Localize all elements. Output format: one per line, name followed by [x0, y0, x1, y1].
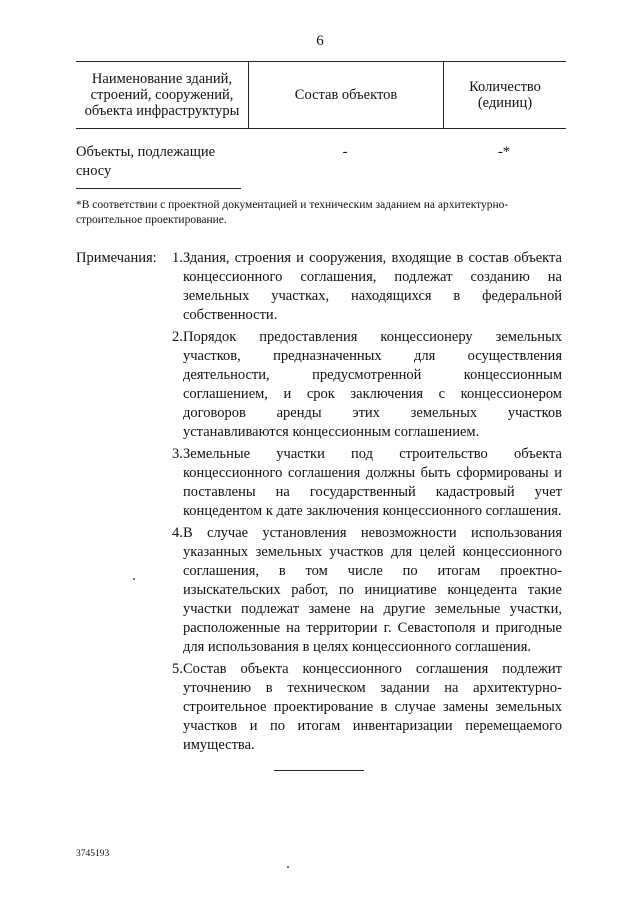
- note-number: 1.: [172, 250, 183, 266]
- note-text: Здания, строения и сооружения, входящие в состав объекта концессионного соглашения, подлежат созданию на земельных участках, находящихся в федеральной собственности.: [183, 250, 562, 323]
- note-item: [172, 445, 562, 521]
- note-item: [172, 524, 562, 657]
- note-text: Земельные участки под строительство объекта концессионного соглашения должны быть сформированы и поставлены на государственный кадастровый учет концедентом к дате заключения концессионного соглашения.: [183, 446, 562, 519]
- note-text: Порядок предоставления концессионеру земельных участков, предназначенных для осуществления деятельности, предусмотренной концессионным соглашением, и срок заключения с концессионером договоров аренды этих земельных участков устанавливаются концессионным соглашением.: [183, 329, 562, 440]
- objects-table: [76, 61, 566, 181]
- table-row: [76, 143, 566, 181]
- header-objects-composition: Состав объектов: [249, 62, 444, 128]
- note-number: 3.: [172, 446, 183, 462]
- table-cell-composition: -: [342, 144, 348, 160]
- note-number: 5.: [172, 661, 183, 677]
- document-id: 3745193: [76, 849, 110, 859]
- note-item: [172, 249, 562, 325]
- note-number: 2.: [172, 329, 183, 345]
- page-number: 6: [316, 33, 324, 49]
- notes-label: Примечания:: [76, 250, 157, 266]
- note-text: В случае установления невозможности использования указанных земельных участков для целей концессионного соглашения, в том числе по итогам проектно-изыскательских работ, по инициативе концедента такие участки подлежат замене на другие земельные участки, расположенные на территории г. Севастополя и пригодные для использования в целях концессионного соглашения.: [183, 525, 562, 655]
- notes-section: [76, 249, 562, 758]
- scan-speck: [133, 578, 135, 580]
- table-cell-name: Объекты, подлежащие сносу: [76, 144, 216, 179]
- header-quantity: Количество (единиц): [469, 79, 541, 111]
- table-cell-quantity: -*: [497, 144, 511, 160]
- end-divider: [274, 770, 364, 771]
- note-number: 4.: [172, 525, 183, 541]
- scan-speck: [287, 866, 289, 868]
- table-header-row: [76, 61, 566, 129]
- footnote-divider: [76, 188, 241, 189]
- footnote: *В соответствии с проектной документацией и техническим заданием на архитектурно-строительное проектирование.: [76, 199, 509, 226]
- note-item: [172, 660, 562, 755]
- note-text: Состав объекта концессионного соглашения подлежит уточнению в техническом задании на архитектурно-строительное проектирование в случае замены земельных участков и по итогам инвентаризации перемещаемого имущества.: [183, 661, 562, 753]
- note-item: [172, 328, 562, 442]
- header-building-names: Наименование зданий, строений, сооружений, объекта инфраструктуры: [76, 62, 249, 128]
